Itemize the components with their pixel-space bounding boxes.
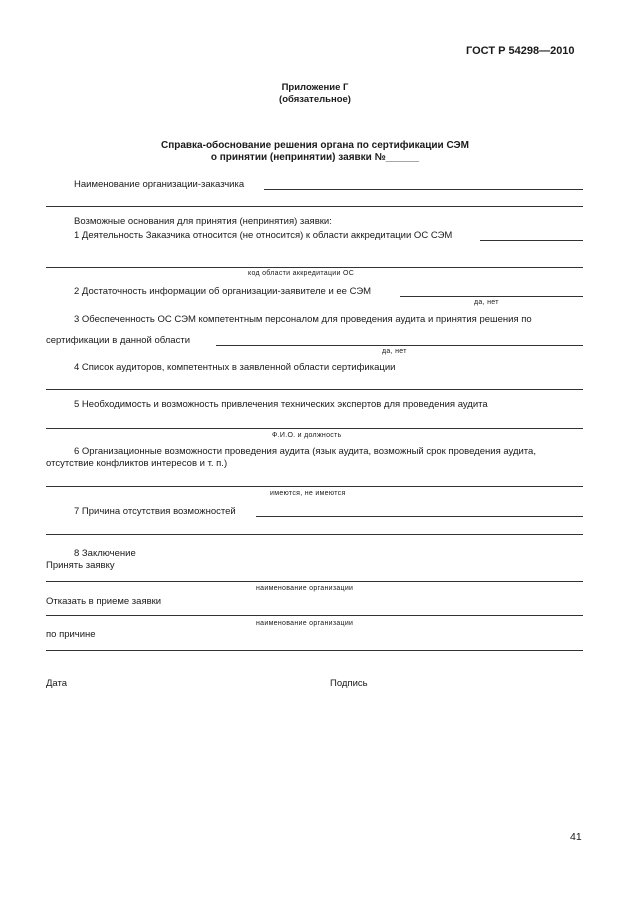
accept-blank[interactable] <box>46 581 583 582</box>
item-1-blank-2[interactable] <box>46 267 583 268</box>
item-3-blank[interactable] <box>216 345 583 346</box>
item-7-label: 7 Причина отсутствия возможностей <box>74 506 236 517</box>
item-5-label: 5 Необходимость и возможность привлечения технических экспертов для проведения аудита <box>74 399 488 410</box>
reason-label: по причине <box>46 629 96 640</box>
item-5-blank[interactable] <box>46 428 583 429</box>
customer-name-blank[interactable] <box>264 189 583 190</box>
appendix-note: (обязательное) <box>279 94 351 105</box>
item-3-label-line-2: сертификации в данной области <box>46 335 190 346</box>
item-1-blank[interactable] <box>480 240 583 241</box>
item-2-blank[interactable] <box>400 296 583 297</box>
standard-number: ГОСТ Р 54298—2010 <box>466 45 575 57</box>
item-1-label: 1 Деятельность Заказчика относится (не относится) к области аккредитации ОС СЭМ <box>74 230 453 241</box>
appendix-title: Приложение Г <box>281 82 349 93</box>
document-title-line-1: Справка-обоснование решения органа по сертификации СЭМ <box>160 140 470 151</box>
reject-caption: наименование организации <box>256 620 354 627</box>
item-1-caption: код области аккредитации ОС <box>248 270 355 277</box>
reason-blank[interactable] <box>46 650 583 651</box>
item-6-caption: имеются, не имеются <box>270 490 346 497</box>
page-number: 41 <box>570 831 582 843</box>
item-7-blank-2[interactable] <box>46 534 583 535</box>
date-label: Дата <box>46 678 68 689</box>
item-8-label: 8 Заключение <box>74 548 136 559</box>
item-3-caption: да, нет <box>382 348 407 355</box>
item-6-label-line-2: отсутствие конфликтов интересов и т. п.) <box>46 458 228 469</box>
item-4-label: 4 Список аудиторов, компетентных в заявленной области сертификации <box>74 362 396 373</box>
item-4-blank[interactable] <box>46 389 583 390</box>
customer-name-label: Наименование организации-заказчика <box>74 179 245 190</box>
reject-label: Отказать в приеме заявки <box>46 596 162 607</box>
item-5-caption: Ф.И.О. и должность <box>272 432 342 439</box>
item-6-blank[interactable] <box>46 486 583 487</box>
signature-label: Подпись <box>330 678 368 689</box>
item-7-blank[interactable] <box>256 516 583 517</box>
reject-blank[interactable] <box>46 615 583 616</box>
accept-caption: наименование организации <box>256 585 354 592</box>
item-3-label-line-1: 3 Обеспеченность ОС СЭМ компетентным персоналом для проведения аудита и принятия решения по <box>74 314 532 325</box>
item-2-caption: да, нет <box>474 299 499 306</box>
item-6-label-line-1: 6 Организационные возможности проведения аудита (язык аудита, возможный срок проведения аудита, <box>74 446 536 457</box>
item-2-label: 2 Достаточность информации об организации-заявителе и ее СЭМ <box>74 286 372 297</box>
accept-label: Принять заявку <box>46 560 115 571</box>
customer-name-blank-2[interactable] <box>46 206 583 207</box>
document-title-line-2: о принятии (непринятии) заявки №______ <box>210 152 420 163</box>
grounds-intro: Возможные основания для принятия (непринятия) заявки: <box>74 216 332 227</box>
